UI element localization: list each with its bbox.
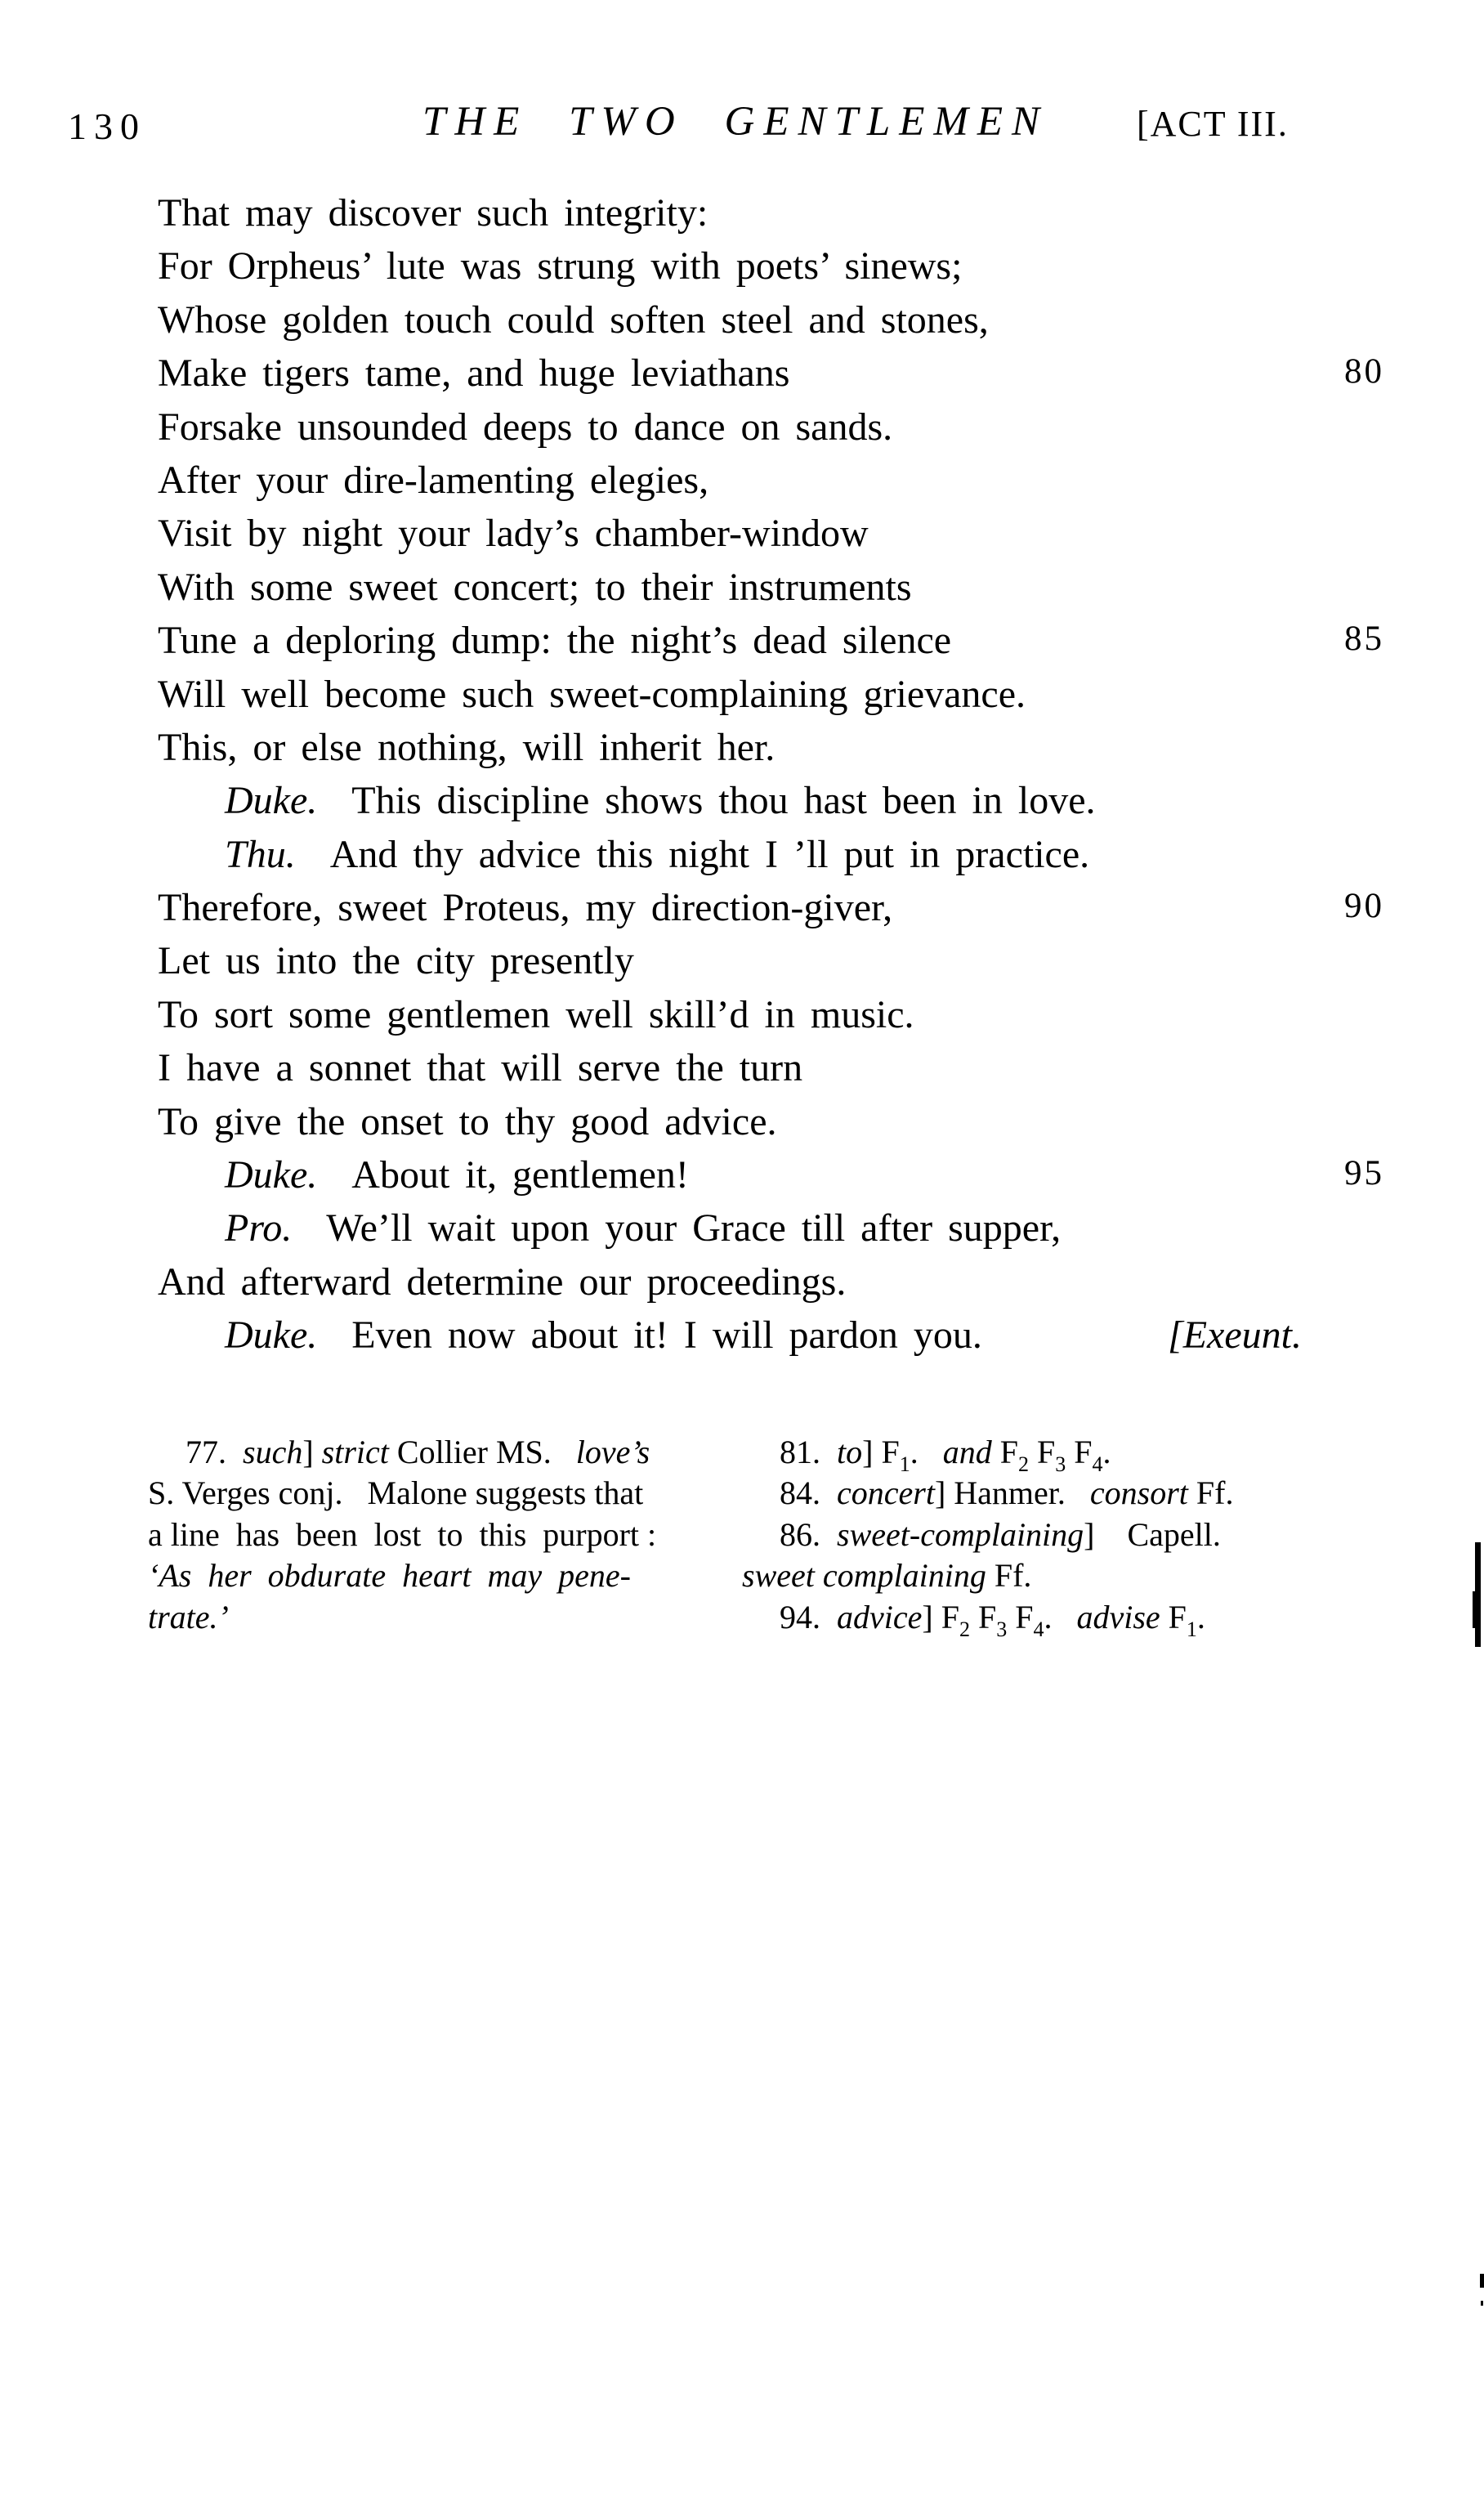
verse-line: To sort some gentlemen well skill’d in music. [158,992,914,1036]
speaker-name: Duke. [225,1153,318,1197]
verse-line-number: 90 [1344,887,1384,926]
footnote-text: ] Capell. [1084,1515,1221,1553]
folio-subscript: 2 [1017,1452,1029,1476]
footnote-italic-text: strict [321,1434,389,1470]
folio-subscript: 3 [996,1617,1008,1641]
footnote-line [742,1432,1249,1476]
speaker-name: Duke. [225,779,318,823]
verse-line: Thu. And thy advice this night I ’ll put in practice. [225,832,1090,876]
verse-line: Will well become such sweet-complaining grievance. [158,672,1026,716]
footnote-italic-text: advise [1076,1598,1160,1635]
page-number: 130 [68,105,146,147]
footnote-text: S. Verges conj. Malone suggests that [148,1474,644,1512]
footnote-line [148,1555,728,1596]
folio-subscript: 2 [959,1617,970,1641]
folio-subscript: 1 [1186,1617,1197,1641]
footnote-text: ] [302,1434,322,1470]
folio-subscript: 3 [1055,1452,1066,1476]
footnote-text: ] Hanmer. [934,1474,1090,1512]
speaker-name: Pro. [225,1206,293,1250]
verse-line: And afterward determine our proceedings. [158,1259,847,1304]
footnote-column-right [742,1432,1249,1641]
verse-line: Whose golden touch could soften steel and stones, [158,298,989,342]
footnote-italic-text: advice [837,1598,923,1635]
scan-artifact-bar [1475,1542,1481,1647]
footnote-italic-text: to [837,1434,863,1470]
footnote-line [148,1597,728,1638]
verse-block [158,186,1302,1362]
footnote-text: F [1007,1598,1034,1635]
verse-line: Tune a deploring dump: the night’s dead silence [158,619,952,663]
verse-line-number: 80 [1344,352,1384,391]
footnote-text: F [1028,1434,1056,1470]
verse-line: That may discover such integrity: [158,191,708,235]
footnote-text: 86. [780,1515,837,1553]
verse-line: Duke. This discipline shows thou hast been in love. [225,779,1096,823]
footnote-text: 81. [780,1434,837,1470]
footnote-italic-text: concert [837,1474,935,1512]
scan-artifact-dot [1481,2301,1483,2306]
verse-line: Let us into the city presently [158,939,634,983]
folio-subscript: 1 [899,1452,910,1476]
footnote-text: 77. [186,1434,243,1470]
footnote-line [742,1473,1249,1514]
footnote-italic-text: ‘As her obdurate heart may pene- [148,1557,631,1595]
footnote-text: 84. [780,1474,837,1512]
footnote-text: 94. [780,1598,837,1635]
verse-line: This, or else nothing, will inherit her. [158,725,776,769]
footnote-italic-text: consort [1089,1474,1188,1512]
footnote-text: Ff. [1187,1474,1234,1512]
footnote-column-left [148,1432,728,1638]
footnote-text: . [1102,1434,1111,1470]
footnote-text: F [969,1598,997,1635]
verse-line: Pro. We’ll wait upon your Grace till after supper, [225,1206,1062,1250]
footnote-italic-text: love’s [575,1434,650,1470]
footnote-text: Ff. [986,1557,1032,1595]
verse-line: Make tigers tame, and huge leviathans [158,351,790,396]
running-title: THE TWO GENTLEMEN [422,99,1049,145]
footnote-text: . [1196,1598,1205,1635]
footnote-text: F [991,1434,1018,1470]
footnote-text: F [1066,1434,1093,1470]
footnote-italic-text: trate.’ [148,1598,229,1635]
footnote-text: ] F [862,1434,900,1470]
verse-line: Forsake unsounded deeps to dance on sands. [158,405,893,449]
footnote-text: a line has been lost to this purport : [148,1515,657,1553]
folio-subscript: 4 [1092,1452,1103,1476]
verse-line: Duke. About it, gentlemen! [225,1153,689,1197]
scan-artifact-bar-thick [1473,1591,1476,1628]
footnote-text: Collier MS. [388,1434,576,1470]
verse-line-number: 85 [1344,620,1384,659]
verse-line: Therefore, sweet Proteus, my direction-giver, [158,886,893,930]
footnote-line [742,1514,1249,1555]
footnote-italic-text: sweet-complaining [837,1515,1084,1553]
verse-line: [Exeunt. Duke. Even now about it! I will pardon you. [158,1309,1302,1362]
speaker-name: Duke. [225,1313,318,1358]
verse-line: Visit by night your lady’s chamber-window [158,512,869,556]
footnote-line [742,1555,1249,1596]
footnote-italic-text: such [243,1434,303,1470]
verse-line: To give the onset to thy good advice. [158,1099,777,1143]
footnote-text: . [910,1434,943,1470]
footnote-line [742,1597,1249,1641]
act-scene-indicator: [ACT III. [1137,104,1289,144]
folio-subscript: 4 [1033,1617,1044,1641]
footnote-line [148,1514,728,1555]
footnote-italic-text: sweet complaining [742,1557,986,1595]
footnote-text: ] F [922,1598,959,1635]
footnote-line [148,1473,728,1514]
speaker-name: Thu. [225,832,296,876]
verse-line: With some sweet concert; to their instruments [158,565,912,609]
verse-line: After your dire-lamenting elegies, [158,458,709,502]
footnote-line [148,1432,728,1473]
verse-line-number: 95 [1344,1154,1384,1193]
verse-line: For Orpheus’ lute was strung with poets’ sinews; [158,244,963,289]
scan-artifact-mark [1480,2274,1484,2288]
verse-line: I have a sonnet that will serve the turn [158,1046,803,1090]
footnote-text: . [1044,1598,1077,1635]
footnote-italic-text: and [942,1434,992,1470]
stage-direction: [Exeunt. [1168,1313,1302,1358]
footnote-text: F [1160,1598,1187,1635]
